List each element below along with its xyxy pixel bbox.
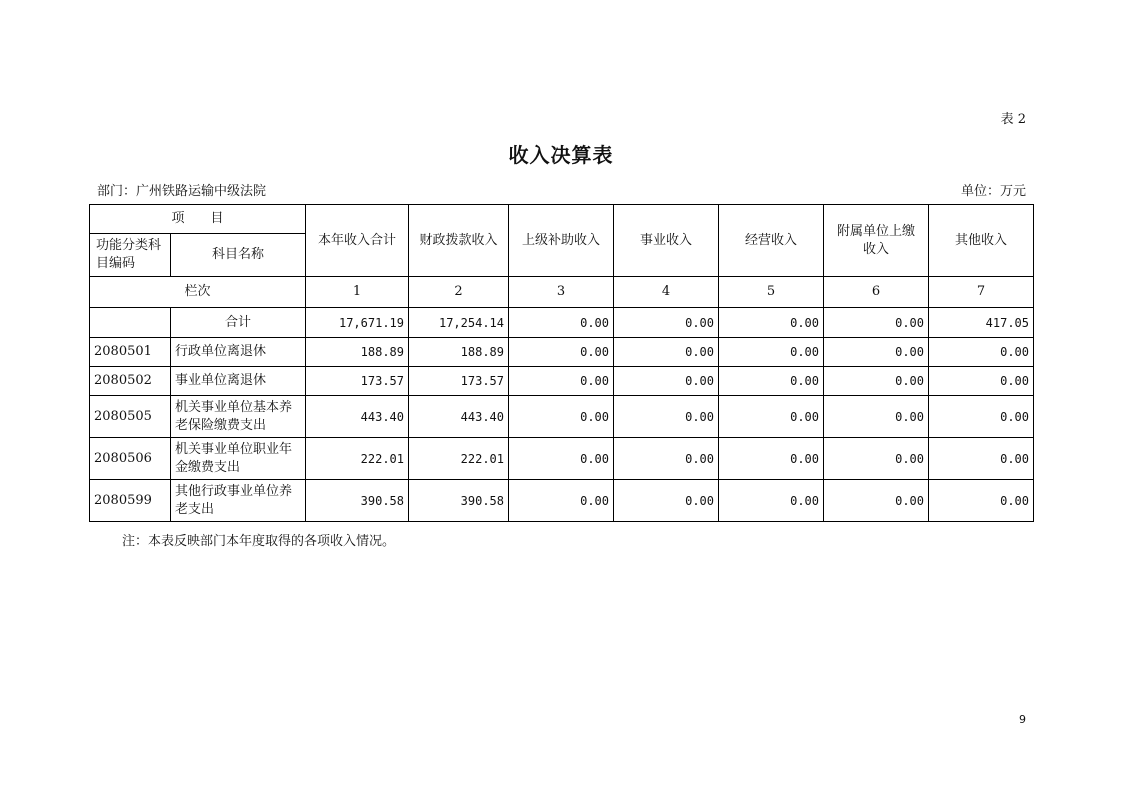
table-number: 表 2	[1000, 112, 1026, 127]
column-index-5: 5	[719, 277, 824, 308]
row-value-4: 0.00	[614, 396, 719, 438]
department-label: 部门：广州铁路运输中级法院	[97, 184, 267, 199]
column-index-4: 4	[614, 277, 719, 308]
row-value-5: 0.00	[719, 338, 824, 367]
table-row	[90, 438, 1034, 480]
header-func-code: 功能分类科目编码	[90, 234, 171, 277]
header-col-4: 事业收入	[614, 205, 719, 277]
row-value-2: 173.57	[409, 367, 509, 396]
row-value-3: 0.00	[509, 338, 614, 367]
row-value-6: 0.00	[824, 367, 929, 396]
row-name: 事业单位离退休	[171, 367, 306, 396]
row-value-3: 0.00	[509, 367, 614, 396]
row-name: 机关事业单位基本养老保险缴费支出	[171, 396, 306, 438]
total-value-1: 17,671.19	[306, 308, 409, 338]
row-name: 其他行政事业单位养老支出	[171, 480, 306, 522]
row-value-2: 443.40	[409, 396, 509, 438]
row-name: 行政单位离退休	[171, 338, 306, 367]
table-note: 注：本表反映部门本年度取得的各项收入情况。	[122, 534, 396, 549]
row-value-1: 188.89	[306, 338, 409, 367]
column-index-3: 3	[509, 277, 614, 308]
row-value-7: 0.00	[929, 396, 1034, 438]
income-table	[89, 204, 1034, 522]
row-value-2: 188.89	[409, 338, 509, 367]
total-value-5: 0.00	[719, 308, 824, 338]
header-project: 项 目	[90, 205, 306, 234]
column-index-1: 1	[306, 277, 409, 308]
row-value-4: 0.00	[614, 338, 719, 367]
header-col-2: 财政拨款收入	[409, 205, 509, 277]
row-value-3: 0.00	[509, 396, 614, 438]
row-value-6: 0.00	[824, 338, 929, 367]
column-index-7: 7	[929, 277, 1034, 308]
row-value-2: 222.01	[409, 438, 509, 480]
row-value-7: 0.00	[929, 338, 1034, 367]
row-value-1: 390.58	[306, 480, 409, 522]
row-value-2: 390.58	[409, 480, 509, 522]
row-value-4: 0.00	[614, 438, 719, 480]
row-value-6: 0.00	[824, 438, 929, 480]
table-row	[90, 367, 1034, 396]
row-code: 2080506	[90, 438, 171, 480]
row-value-5: 0.00	[719, 367, 824, 396]
column-index-6: 6	[824, 277, 929, 308]
header-col-7: 其他收入	[929, 205, 1034, 277]
total-value-6: 0.00	[824, 308, 929, 338]
row-value-5: 0.00	[719, 438, 824, 480]
row-value-5: 0.00	[719, 480, 824, 522]
row-value-7: 0.00	[929, 367, 1034, 396]
row-value-1: 173.57	[306, 367, 409, 396]
unit-label: 单位：万元	[960, 184, 1026, 199]
row-value-5: 0.00	[719, 396, 824, 438]
total-label: 合计	[171, 308, 306, 338]
table-row	[90, 396, 1034, 438]
table-row	[90, 338, 1034, 367]
total-code-cell	[90, 308, 171, 338]
row-value-4: 0.00	[614, 480, 719, 522]
total-value-3: 0.00	[509, 308, 614, 338]
page-title: 收入决算表	[508, 143, 614, 167]
column-index-row	[90, 277, 1034, 308]
row-value-6: 0.00	[824, 396, 929, 438]
row-value-1: 443.40	[306, 396, 409, 438]
row-code: 2080501	[90, 338, 171, 367]
header-subject-name: 科目名称	[171, 234, 306, 277]
table-row	[90, 480, 1034, 522]
page-number: 9	[1019, 713, 1026, 726]
total-row	[90, 308, 1034, 338]
row-value-7: 0.00	[929, 438, 1034, 480]
column-index-2: 2	[409, 277, 509, 308]
header-row-1	[90, 205, 1034, 234]
row-value-1: 222.01	[306, 438, 409, 480]
row-code: 2080505	[90, 396, 171, 438]
total-value-7: 417.05	[929, 308, 1034, 338]
header-col-6: 附属单位上缴收入	[824, 205, 929, 277]
total-value-2: 17,254.14	[409, 308, 509, 338]
header-col-3: 上级补助收入	[509, 205, 614, 277]
row-value-7: 0.00	[929, 480, 1034, 522]
total-value-4: 0.00	[614, 308, 719, 338]
row-value-6: 0.00	[824, 480, 929, 522]
row-code: 2080502	[90, 367, 171, 396]
row-value-3: 0.00	[509, 480, 614, 522]
row-value-3: 0.00	[509, 438, 614, 480]
column-index-label: 栏次	[90, 277, 306, 308]
row-name: 机关事业单位职业年金缴费支出	[171, 438, 306, 480]
row-value-4: 0.00	[614, 367, 719, 396]
row-code: 2080599	[90, 480, 171, 522]
header-col-5: 经营收入	[719, 205, 824, 277]
header-col-1: 本年收入合计	[306, 205, 409, 277]
